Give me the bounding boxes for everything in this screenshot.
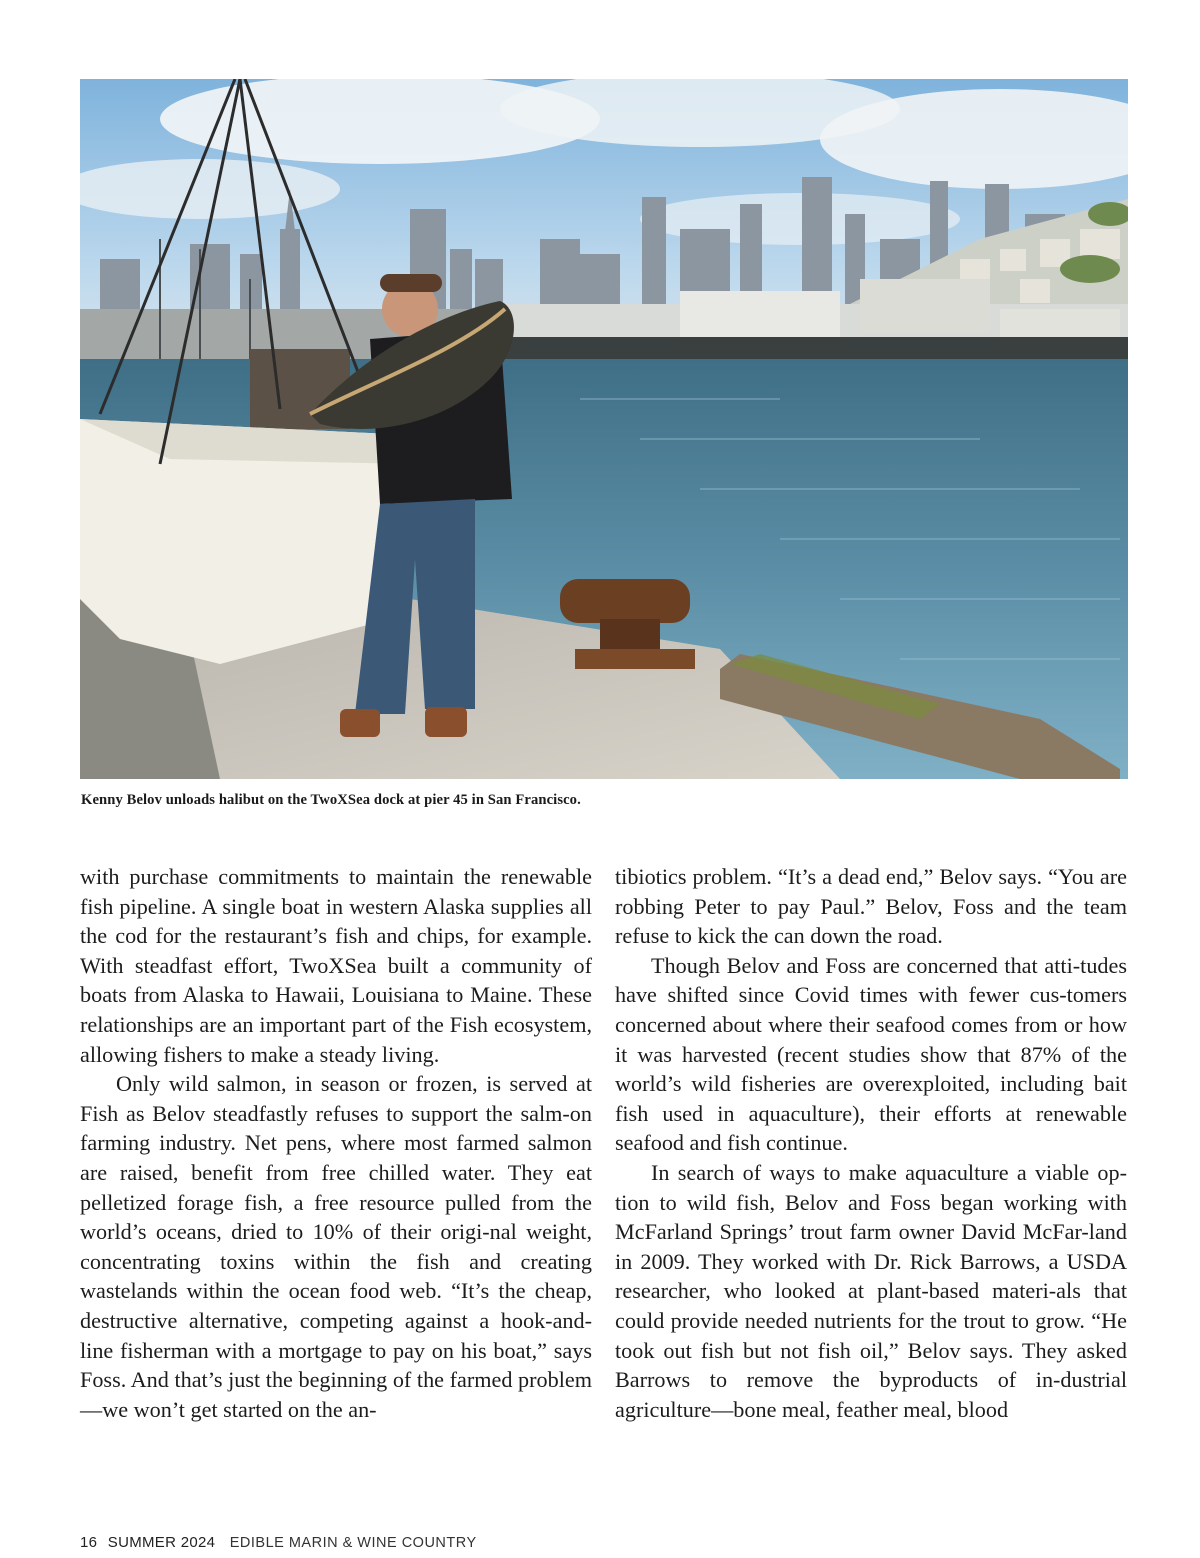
paragraph: Though Belov and Foss are concerned that atti-tudes have shifted since Covid times with fewer cus-tomers concerned about where their seafood comes from or how it was harvested (recent studies show that 87% of the world’s wild fisheries are overexploited, including bait fish used in aquaculture), their efforts at renewable seafood and fish continue. (615, 952, 1127, 1156)
article-column-left (80, 862, 592, 1424)
issue-label: SUMMER 2024 (107, 1534, 216, 1551)
page-number: 16 (80, 1534, 98, 1551)
article-column-right (615, 862, 1127, 1424)
paragraph: tibiotics problem. “It’s a dead end,” Belov says. “You are robbing Peter to pay Paul.” Belov, Foss and the team refuse to kick the can down the road. (615, 864, 1127, 949)
page-footer (80, 1534, 477, 1551)
magazine-name: EDIBLE MARIN & WINE COUNTRY (229, 1535, 477, 1551)
photo-caption: Kenny Belov unloads halibut on the TwoXSea dock at pier 45 in San Francisco. (81, 792, 581, 808)
article-photo (80, 79, 1128, 779)
paragraph: In search of ways to make aquaculture a viable op-tion to wild fish, Belov and Foss began working with McFarland Springs’ trout farm owner David McFar-land in 2009. They worked with Dr. Rick Barrows, a USDA researcher, who looked at plant-based materi-als that could provide needed nutrients for the trout to grow. “He took out fish but not fish oil,” Belov says. They asked Barrows to remove the byproducts of in-dustrial agriculture—bone meal, feather meal, blood (615, 1159, 1127, 1422)
paragraph: Only wild salmon, in season or frozen, is served at Fish as Belov steadfastly refuses to support the salm-on farming industry. Net pens, where most farmed salmon are raised, benefit from free chilled water. They eat pelletized forage fish, a free resource pulled from the world’s oceans, dried to 10% of their origi-nal weight, concentrating toxins within the fish and creating wastelands within the ocean food web. “It’s the cheap, destructive alternative, competing against a hook-and-line fisherman with a mortgage to pay on his boat,” says Foss. And that’s just the beginning of the farmed problem—we won’t get started on the an- (80, 1071, 592, 1422)
paragraph: with purchase commitments to maintain the renewable fish pipeline. A single boat in western Alaska supplies all the cod for the restaurant’s fish and chips, for example. With steadfast effort, TwoXSea built a community of boats from Alaska to Hawaii, Louisiana to Maine. These relationships are an important part of the Fish ecosystem, allowing fishers to make a steady living. (80, 864, 592, 1067)
